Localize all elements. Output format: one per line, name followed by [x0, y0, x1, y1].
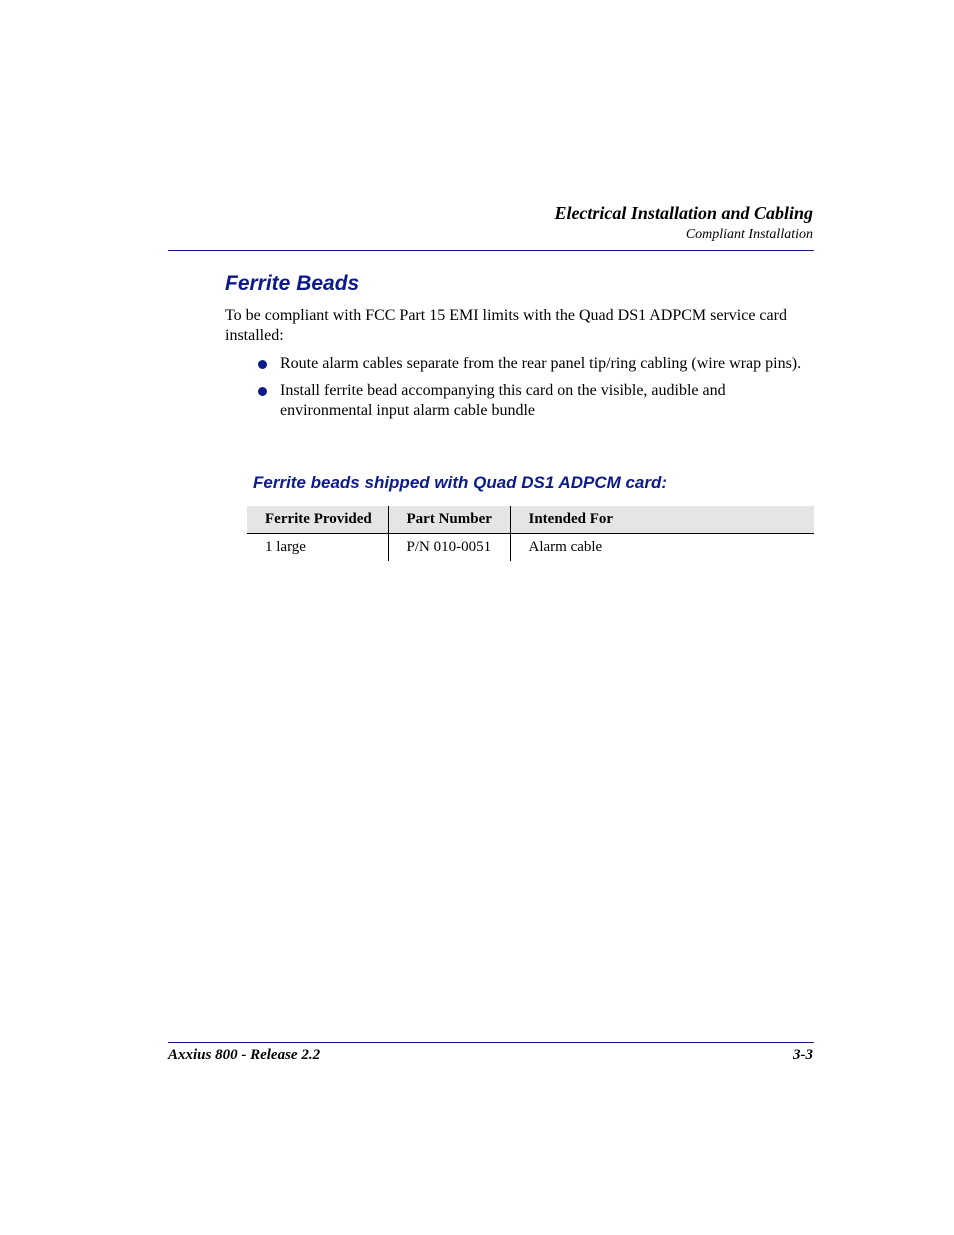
footer-product: Axxius 800 - Release 2.2	[168, 1047, 321, 1063]
table-header-row	[247, 506, 814, 534]
section-title: Ferrite Beads	[225, 272, 360, 295]
bullet-list	[256, 354, 816, 428]
cell-intended-for: Alarm cable	[510, 534, 814, 562]
header-chapter-title: Electrical Installation and Cabling	[554, 203, 813, 223]
bullet-text: Route alarm cables separate from the rear panel tip/ring cabling (wire wrap pins).	[280, 355, 802, 372]
table-row	[247, 534, 814, 562]
cell-part-number: P/N 010-0051	[388, 534, 510, 562]
bullet-item	[256, 381, 816, 421]
cell-ferrite-provided: 1 large	[265, 539, 306, 555]
column-header-intended-for: Intended For	[510, 506, 814, 534]
bullet-item	[256, 354, 816, 374]
footer-page-number: 3-3	[793, 1047, 813, 1063]
column-header-ferrite-provided: Ferrite Provided	[247, 506, 388, 534]
ferrite-table	[247, 506, 814, 561]
column-header-part-number: Part Number	[388, 506, 510, 534]
bullet-dot-icon	[258, 387, 267, 396]
footer-rule	[168, 1042, 814, 1043]
table-title: Ferrite beads shipped with Quad DS1 ADPCM card:	[253, 473, 668, 492]
intro-paragraph: To be compliant with FCC Part 15 EMI limits with the Quad DS1 ADPCM service card installed:	[225, 307, 787, 344]
header-rule	[168, 250, 814, 251]
bullet-text: Install ferrite bead accompanying this card on the visible, audible and environmental input alarm cable bundle	[280, 382, 726, 419]
header-section-subtitle: Compliant Installation	[685, 227, 813, 242]
bullet-dot-icon	[258, 360, 267, 369]
